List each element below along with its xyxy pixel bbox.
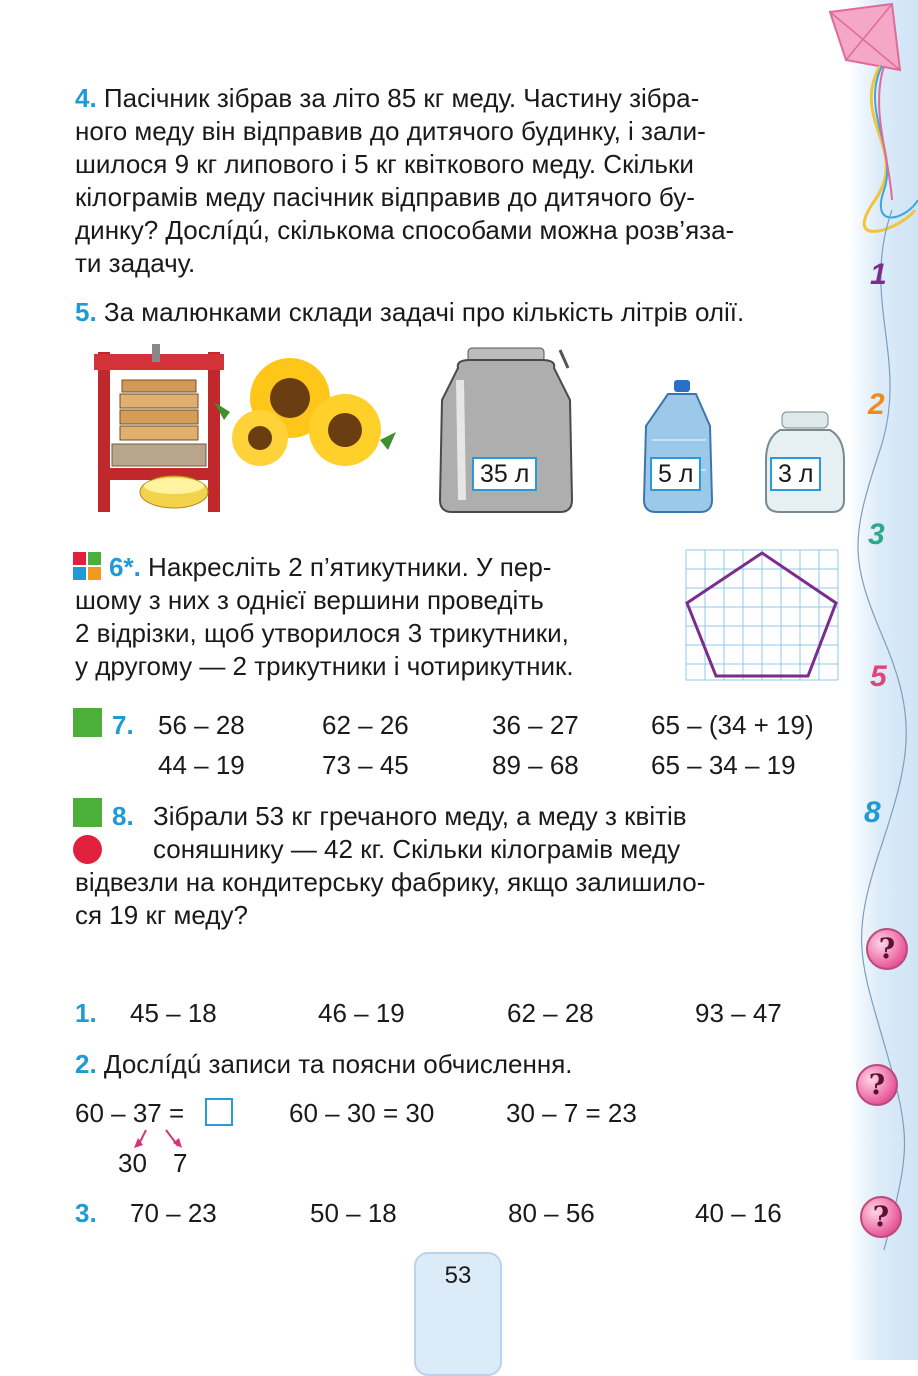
- expression: 46 – 19: [318, 998, 405, 1028]
- oil-illustration: [90, 340, 850, 525]
- expression: 65 – 34 – 19: [651, 750, 796, 780]
- sidebar-number-1: 1: [870, 258, 887, 291]
- expression: 60 – 30 = 30: [289, 1098, 435, 1128]
- green-square-icon: [73, 708, 102, 737]
- expression: 62 – 28: [507, 998, 594, 1028]
- task-text: відвезли на кондитерську фабрику, якщо залишило-: [75, 867, 706, 897]
- sidebar-number-2: 2: [868, 388, 885, 421]
- task-number: 6*.: [109, 552, 141, 582]
- expression: 89 – 68: [492, 750, 579, 780]
- task-8-text-bottom: [75, 866, 838, 932]
- expression: 62 – 26: [322, 710, 409, 740]
- expression: 80 – 56: [508, 1198, 595, 1228]
- expression: 93 – 47: [695, 998, 782, 1028]
- task-5: [75, 296, 845, 329]
- sidebar-number-3: 3: [868, 518, 885, 551]
- task-text: ного меду він відправив до дитячого будинку, і зали-: [75, 116, 706, 146]
- task-number: 7.: [112, 710, 134, 740]
- expression: 70 – 23: [130, 1198, 217, 1228]
- task-text: ся 19 кг меду?: [75, 900, 248, 930]
- task-text: динку? Дослíдú, скількома способами можна розв’яза-: [75, 215, 735, 245]
- task-8-text-top: [153, 800, 838, 866]
- question-icon: ?: [866, 928, 908, 970]
- pentagon-grid-figure: [684, 548, 840, 682]
- task-number: 3.: [75, 1198, 97, 1228]
- task-text: За малюнками склади задачі про кількість літрів олії.: [103, 297, 745, 327]
- water-bottle-icon: [644, 380, 712, 512]
- expression: 56 – 28: [158, 710, 245, 740]
- task-4: [75, 82, 838, 280]
- expression: 45 – 18: [130, 998, 217, 1028]
- task-text: шому з них з однієї вершини проведіть: [75, 585, 544, 615]
- red-dot-icon: [73, 835, 102, 864]
- task-text: Зібрали 53 кг гречаного меду, а меду з квітів: [153, 801, 687, 831]
- task-text: шилося 9 кг липового і 5 кг квіткового меду. Скільки: [75, 149, 694, 179]
- question-icon: ?: [860, 1196, 902, 1238]
- expression: 73 – 45: [322, 750, 409, 780]
- answer-box[interactable]: [205, 1098, 233, 1126]
- task-text: ти задачу.: [75, 248, 196, 278]
- oil-press-icon: [94, 344, 224, 512]
- can-volume-label: 35 л: [472, 457, 537, 491]
- expression: 50 – 18: [310, 1198, 397, 1228]
- task-number: 4.: [75, 83, 97, 113]
- task-2-instruction: [75, 1048, 835, 1081]
- task-6: [75, 551, 661, 683]
- split-part: 7: [173, 1148, 188, 1178]
- jar-volume-label: 3 л: [770, 457, 821, 491]
- expression: 65 – (34 + 19): [651, 710, 814, 740]
- expression: 60 – 37 =: [75, 1098, 185, 1128]
- task-text: Дослíдú записи та поясни обчислення.: [103, 1049, 573, 1079]
- task-text: у другому — 2 трикутники і чотирикутник.: [75, 651, 574, 681]
- task-text: 2 відрізки, щоб утворилося 3 трикутники,: [75, 618, 569, 648]
- page-number: 53: [444, 1262, 472, 1289]
- task-number: 8.: [112, 801, 134, 831]
- green-square-icon: [73, 798, 102, 827]
- split-part: 30: [118, 1148, 147, 1178]
- expression: 30 – 7 = 23: [506, 1098, 637, 1128]
- expression: 40 – 16: [695, 1198, 782, 1228]
- task-number: 2.: [75, 1049, 97, 1079]
- task-number: 5.: [75, 297, 97, 327]
- sunflower-icon: [214, 358, 396, 466]
- sidebar-number-8: 8: [864, 796, 881, 829]
- task-text: кілограмів меду пасічник відправив до дитячого бу-: [75, 182, 695, 212]
- expression: 36 – 27: [492, 710, 579, 740]
- task-text: соняшнику — 42 кг. Скільки кілограмів меду: [153, 834, 681, 864]
- task-text: Пасічник зібрав за літо 85 кг меду. Частину зібра-: [103, 83, 700, 113]
- question-icon: ?: [856, 1064, 898, 1106]
- task-text: Накресліть 2 п’ятикутники. У пер-: [148, 552, 552, 582]
- bottle-volume-label: 5 л: [650, 457, 701, 491]
- expression: 44 – 19: [158, 750, 245, 780]
- sidebar-number-5: 5: [870, 660, 887, 693]
- task-number: 1.: [75, 998, 97, 1028]
